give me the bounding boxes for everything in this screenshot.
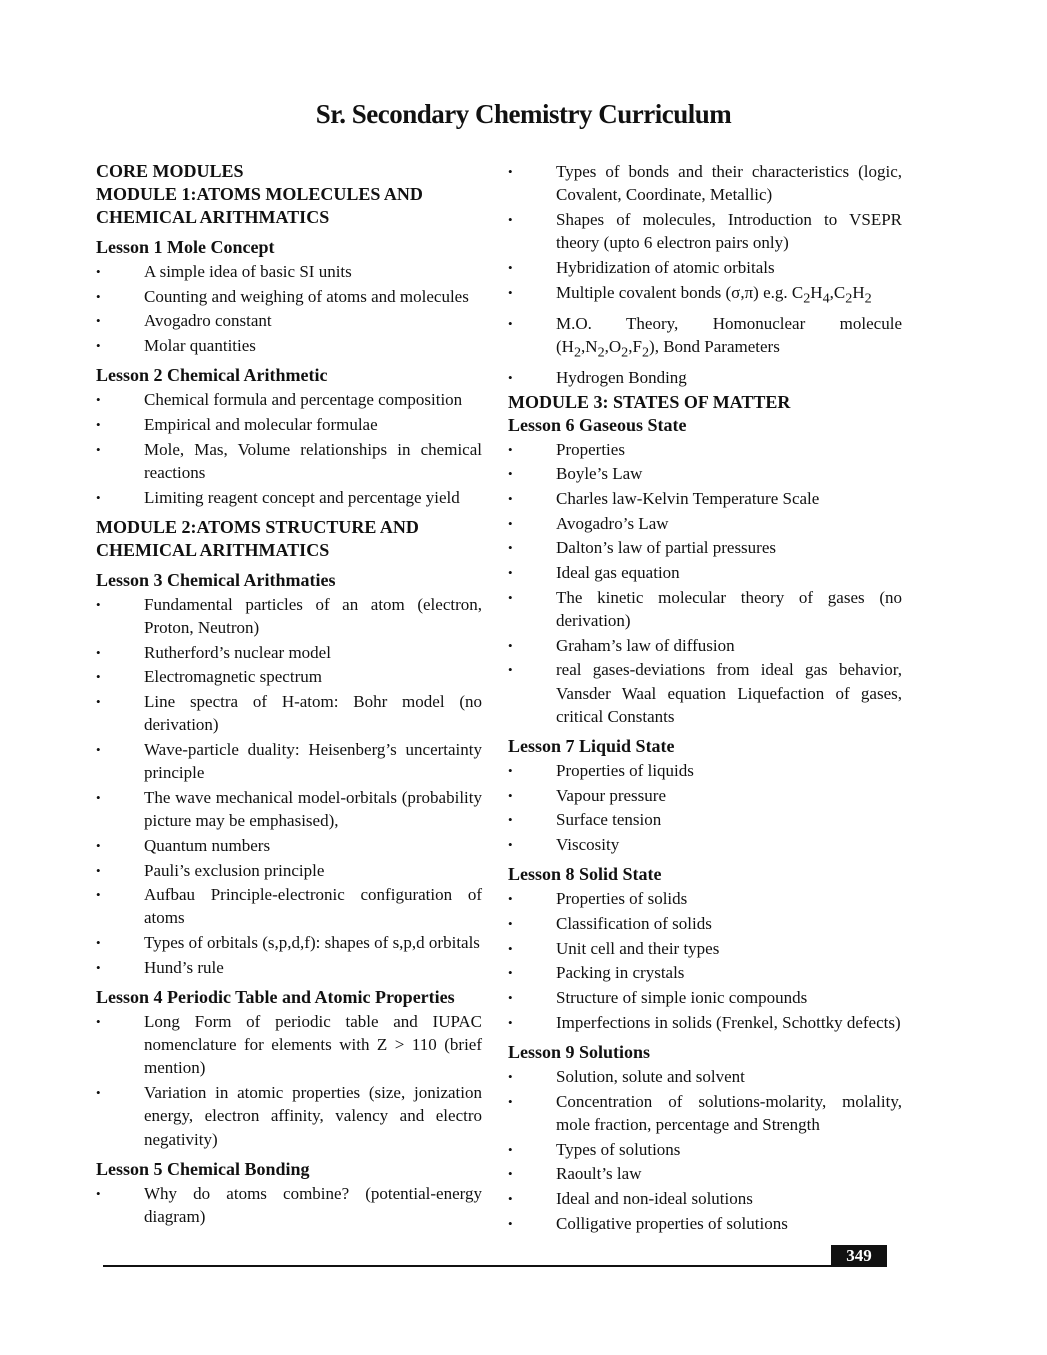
bullet-icon: • xyxy=(508,1014,513,1030)
list-item-text: Raoult’s law xyxy=(556,1164,642,1184)
list-item-text: Unit cell and their types xyxy=(556,938,720,958)
lesson-6-list xyxy=(508,438,902,728)
bullet-icon: • xyxy=(508,1069,513,1085)
bullet-icon: • xyxy=(508,589,513,605)
list-item xyxy=(96,786,482,832)
formula-part: ), Bond Parameters xyxy=(649,336,780,356)
bullet-icon: • xyxy=(508,1166,513,1182)
list-item-text: Vapour pressure xyxy=(556,785,666,805)
list-item-text: Properties xyxy=(556,439,625,459)
formula-part: C xyxy=(791,282,804,302)
list-item-text: Chemical formula and percentage composition xyxy=(144,390,463,410)
list-item xyxy=(96,931,482,954)
list-item-text: Electromagnetic spectrum xyxy=(144,667,322,687)
bullet-icon: • xyxy=(508,164,513,179)
list-item xyxy=(96,260,482,283)
list-item-text: M.O. Theory, Homonuclear molecule (H xyxy=(556,313,902,356)
list-item-text: Quantum numbers xyxy=(144,835,271,855)
list-item xyxy=(96,883,482,929)
list-item-text: Concentration of solutions-molarity, molality, mole fraction, percentage and Strength xyxy=(556,1091,902,1134)
bullet-icon: • xyxy=(96,644,101,660)
bullet-icon: • xyxy=(508,1093,513,1109)
formula-part: C xyxy=(833,282,846,302)
formula-part: ,F xyxy=(628,336,642,356)
list-item xyxy=(508,1011,902,1034)
list-item-text: Multiple covalent bonds (σ,π) e.g. xyxy=(556,282,792,302)
bullet-icon: • xyxy=(508,990,513,1006)
list-item-text: Hydrogen Bonding xyxy=(556,367,687,387)
list-item xyxy=(508,759,902,782)
list-item xyxy=(508,1162,902,1185)
lesson-4-list xyxy=(96,1010,482,1151)
bullet-icon: • xyxy=(96,441,101,457)
formula-part: ,N xyxy=(581,336,598,356)
list-item-text: Fundamental particles of an atom (electron, Proton, Neutron) xyxy=(144,594,482,638)
list-item xyxy=(508,1090,902,1136)
list-item xyxy=(96,1081,482,1151)
list-item xyxy=(96,738,482,784)
list-item-text: Graham’s law of diffusion xyxy=(556,635,735,655)
bullet-icon: • xyxy=(508,284,513,300)
bullet-icon: • xyxy=(508,940,513,956)
list-item xyxy=(508,634,902,657)
list-item xyxy=(508,281,902,311)
formula-separator: , xyxy=(829,282,834,302)
list-item xyxy=(96,438,482,484)
bullet-icon: • xyxy=(508,965,513,981)
bullet-icon: • xyxy=(508,891,513,907)
lesson-8-list xyxy=(508,887,902,1034)
formula-subscript: 2 xyxy=(597,344,605,361)
list-item-text: Charles law-Kelvin Temperature Scale xyxy=(556,489,820,509)
bullet-icon: • xyxy=(508,637,513,653)
list-item-text: Rutherford’s nuclear model xyxy=(144,642,331,662)
lesson-5-list xyxy=(96,1182,482,1228)
list-item-text: Empirical and molecular formulae xyxy=(144,415,378,435)
lesson-3-list xyxy=(96,593,482,979)
list-item xyxy=(508,208,902,254)
formula-part: H xyxy=(810,282,823,302)
list-item xyxy=(508,487,902,510)
lesson-2-list xyxy=(96,388,482,509)
list-item-text: Boyle’s Law xyxy=(556,464,643,484)
bullet-icon: • xyxy=(508,787,513,803)
formula-part: ,O xyxy=(604,336,622,356)
list-item-text: Variation in atomic properties (size, jonization energy, electron affinity, valency and electro negativity) xyxy=(144,1083,482,1149)
list-item xyxy=(508,961,902,984)
list-item-text: Counting and weighing of atoms and molecules xyxy=(144,286,469,306)
bullet-icon: • xyxy=(96,742,101,758)
lesson-3-heading: Lesson 3 Chemical Arithmaties xyxy=(96,569,336,590)
bullet-icon: • xyxy=(508,916,513,932)
list-item xyxy=(508,833,902,856)
right-column xyxy=(508,160,902,1237)
list-item-text: Packing in crystals xyxy=(556,963,685,983)
bullet-icon: • xyxy=(96,313,101,329)
module-2-heading: MODULE 2:ATOMS STRUCTURE AND CHEMICAL ARITHMATICS xyxy=(96,516,419,560)
list-item xyxy=(96,956,482,979)
list-item xyxy=(508,808,902,831)
bullet-icon: • xyxy=(96,392,101,408)
lesson-2-heading: Lesson 2 Chemical Arithmetic xyxy=(96,365,328,386)
list-item xyxy=(508,1187,902,1210)
bullet-icon: • xyxy=(96,959,101,975)
lesson-8-heading: Lesson 8 Solid State xyxy=(508,864,662,885)
bullet-icon: • xyxy=(96,694,101,710)
footer-rule xyxy=(103,1265,887,1267)
list-item-text: Mole, Mas, Volume relationships in chemical reactions xyxy=(144,439,482,482)
list-item-text: Types of solutions xyxy=(556,1139,681,1159)
list-item xyxy=(508,986,902,1009)
module-3-heading: MODULE 3: STATES OF MATTER xyxy=(508,391,791,412)
bullet-icon: • xyxy=(508,1141,513,1157)
bullet-icon: • xyxy=(96,1085,101,1101)
list-item xyxy=(96,641,482,664)
bullet-icon: • xyxy=(96,338,101,354)
module-1-heading: MODULE 1:ATOMS MOLECULES AND CHEMICAL ARITHMATICS xyxy=(96,184,423,227)
list-item-text: Why do atoms combine? (potential-energy diagram) xyxy=(144,1183,482,1226)
bullet-icon: • xyxy=(508,466,513,482)
list-item-text: The kinetic molecular theory of gases (no derivation) xyxy=(556,587,902,631)
bullet-icon: • xyxy=(96,887,101,903)
bullet-icon: • xyxy=(96,862,101,878)
bullet-icon: • xyxy=(508,565,513,581)
bullet-icon: • xyxy=(508,763,513,779)
list-item xyxy=(508,1212,902,1235)
lesson-6-heading: Lesson 6 Gaseous State xyxy=(508,414,687,435)
list-item-text: Solution, solute and solvent xyxy=(556,1067,745,1087)
list-item xyxy=(508,160,902,206)
formula-subscript: 2 xyxy=(641,344,650,361)
lesson-7-list xyxy=(508,759,902,856)
list-item-text: Properties of solids xyxy=(556,889,688,909)
lesson-7-heading: Lesson 7 Liquid State xyxy=(508,736,675,757)
list-item xyxy=(508,462,902,485)
bullet-icon: • xyxy=(96,1185,101,1201)
bullet-icon: • xyxy=(96,596,101,612)
list-item xyxy=(96,309,482,332)
bullet-icon: • xyxy=(508,540,513,556)
list-item xyxy=(508,1138,902,1161)
list-item xyxy=(508,586,902,632)
list-item-text: Avogadro constant xyxy=(144,311,272,331)
list-item-text: Hybridization of atomic orbitals xyxy=(556,257,775,277)
list-item xyxy=(508,366,902,389)
bullet-icon: • xyxy=(508,662,513,678)
list-item xyxy=(508,512,902,535)
list-item xyxy=(508,438,902,461)
list-item xyxy=(508,658,902,728)
list-item xyxy=(508,256,902,279)
bullet-icon: • xyxy=(508,259,513,275)
lesson-1-heading: Lesson 1 Mole Concept xyxy=(96,237,275,257)
list-item-text: Dalton’s law of partial pressures xyxy=(556,538,776,558)
bullet-icon: • xyxy=(96,669,101,685)
list-item xyxy=(508,561,902,584)
list-item xyxy=(96,1182,482,1228)
page-title: Sr. Secondary Chemistry Curriculum xyxy=(315,99,732,129)
list-item-text: Limiting reagent concept and percentage yield xyxy=(144,487,460,507)
page-number: 349 xyxy=(831,1245,887,1267)
bullet-icon: • xyxy=(96,935,101,951)
list-item xyxy=(508,912,902,935)
list-item xyxy=(96,690,482,736)
list-item xyxy=(96,486,482,509)
formula-subscript: 2 xyxy=(803,289,811,306)
list-item-text: Line spectra of H-atom: Bohr model (no derivation) xyxy=(144,692,482,735)
list-item-text: Ideal gas equation xyxy=(556,563,680,583)
list-item-text: A simple idea of basic SI units xyxy=(144,262,352,281)
list-item-text: Types of orbitals (s,p,d,f): shapes of s,p,d orbitals xyxy=(144,933,480,953)
bullet-icon: • xyxy=(96,789,101,805)
list-item xyxy=(508,312,902,365)
list-item-text: Avogadro’s Law xyxy=(556,513,669,533)
bullet-icon: • xyxy=(508,1191,513,1207)
bullet-icon: • xyxy=(508,369,513,385)
list-item-text: Pauli’s exclusion principle xyxy=(144,860,325,880)
list-item-text: Hund’s rule xyxy=(144,957,224,977)
list-item xyxy=(96,834,482,857)
lesson-9-heading: Lesson 9 Solutions xyxy=(508,1042,651,1063)
list-item xyxy=(508,536,902,559)
list-item-text: Viscosity xyxy=(556,835,620,855)
bullet-icon: • xyxy=(508,1215,513,1231)
bullet-icon: • xyxy=(508,491,513,507)
list-item xyxy=(96,665,482,688)
bullet-icon: • xyxy=(508,837,513,853)
list-item xyxy=(96,1010,482,1080)
left-column xyxy=(96,160,482,1230)
list-item-text: Properties of liquids xyxy=(556,761,694,781)
bullet-icon: • xyxy=(508,441,513,457)
bullet-icon: • xyxy=(508,515,513,531)
list-item xyxy=(508,1065,902,1088)
bullet-icon: • xyxy=(96,417,101,433)
bullet-icon: • xyxy=(96,288,101,304)
list-item xyxy=(96,285,482,308)
lesson-1-list xyxy=(96,260,482,357)
list-item-text: Aufbau Principle-electronic configuration of atoms xyxy=(144,885,482,928)
list-item-text: Structure of simple ionic compounds xyxy=(556,988,808,1008)
list-item-text: Surface tension xyxy=(556,810,662,830)
list-item xyxy=(508,784,902,807)
lesson-9-list xyxy=(508,1065,902,1235)
formula-subscript: 2 xyxy=(845,289,853,306)
formula-part: H xyxy=(852,282,865,302)
list-item xyxy=(508,887,902,910)
list-item xyxy=(96,859,482,882)
bullet-icon: • xyxy=(508,211,513,227)
bonding-list xyxy=(508,160,902,389)
list-item-text: Shapes of molecules, Introduction to VSEPR theory (upto 6 electron pairs only) xyxy=(556,209,902,253)
list-item-text: Classification of solids xyxy=(556,914,712,934)
list-item xyxy=(508,937,902,960)
core-modules-heading: CORE MODULES xyxy=(96,161,244,181)
list-item xyxy=(96,388,482,411)
list-item-text: Colligative properties of solutions xyxy=(556,1213,788,1233)
formula-subscript: 2 xyxy=(621,344,629,361)
lesson-5-heading: Lesson 5 Chemical Bonding xyxy=(96,1158,310,1179)
bullet-icon: • xyxy=(96,264,101,279)
bullet-icon: • xyxy=(96,837,101,853)
list-item-text: Molar quantities xyxy=(144,336,256,356)
formula-subscript: 2 xyxy=(864,289,872,306)
list-item-text: The wave mechanical model-orbitals (probability picture may be emphasised), xyxy=(144,787,482,831)
list-item xyxy=(96,593,482,639)
list-item-text: Ideal and non-ideal solutions xyxy=(556,1189,753,1209)
list-item xyxy=(96,334,482,357)
bullet-icon: • xyxy=(508,315,513,331)
bullet-icon: • xyxy=(96,489,101,505)
lesson-4-heading: Lesson 4 Periodic Table and Atomic Properties xyxy=(96,987,455,1008)
list-item-text: Long Form of periodic table and IUPAC nomenclature for elements with Z > 110 (brief mention) xyxy=(144,1012,482,1078)
bullet-icon: • xyxy=(96,1014,101,1030)
bullet-icon: • xyxy=(508,812,513,828)
list-item-text: real gases-deviations from ideal gas behavior, Vansder Waal equation Liquefaction of gases, critical Constants xyxy=(556,660,902,726)
list-item-text: Wave-particle duality: Heisenberg’s uncertainty principle xyxy=(144,740,482,783)
list-item xyxy=(96,413,482,436)
list-item-text: Types of bonds and their characteristics (logic, Covalent, Coordinate, Metallic) xyxy=(556,162,902,205)
formula-subscript: 4 xyxy=(822,289,830,306)
formula-subscript: 2 xyxy=(573,344,582,361)
list-item-text: Imperfections in solids (Frenkel, Schottky defects) xyxy=(556,1012,901,1032)
